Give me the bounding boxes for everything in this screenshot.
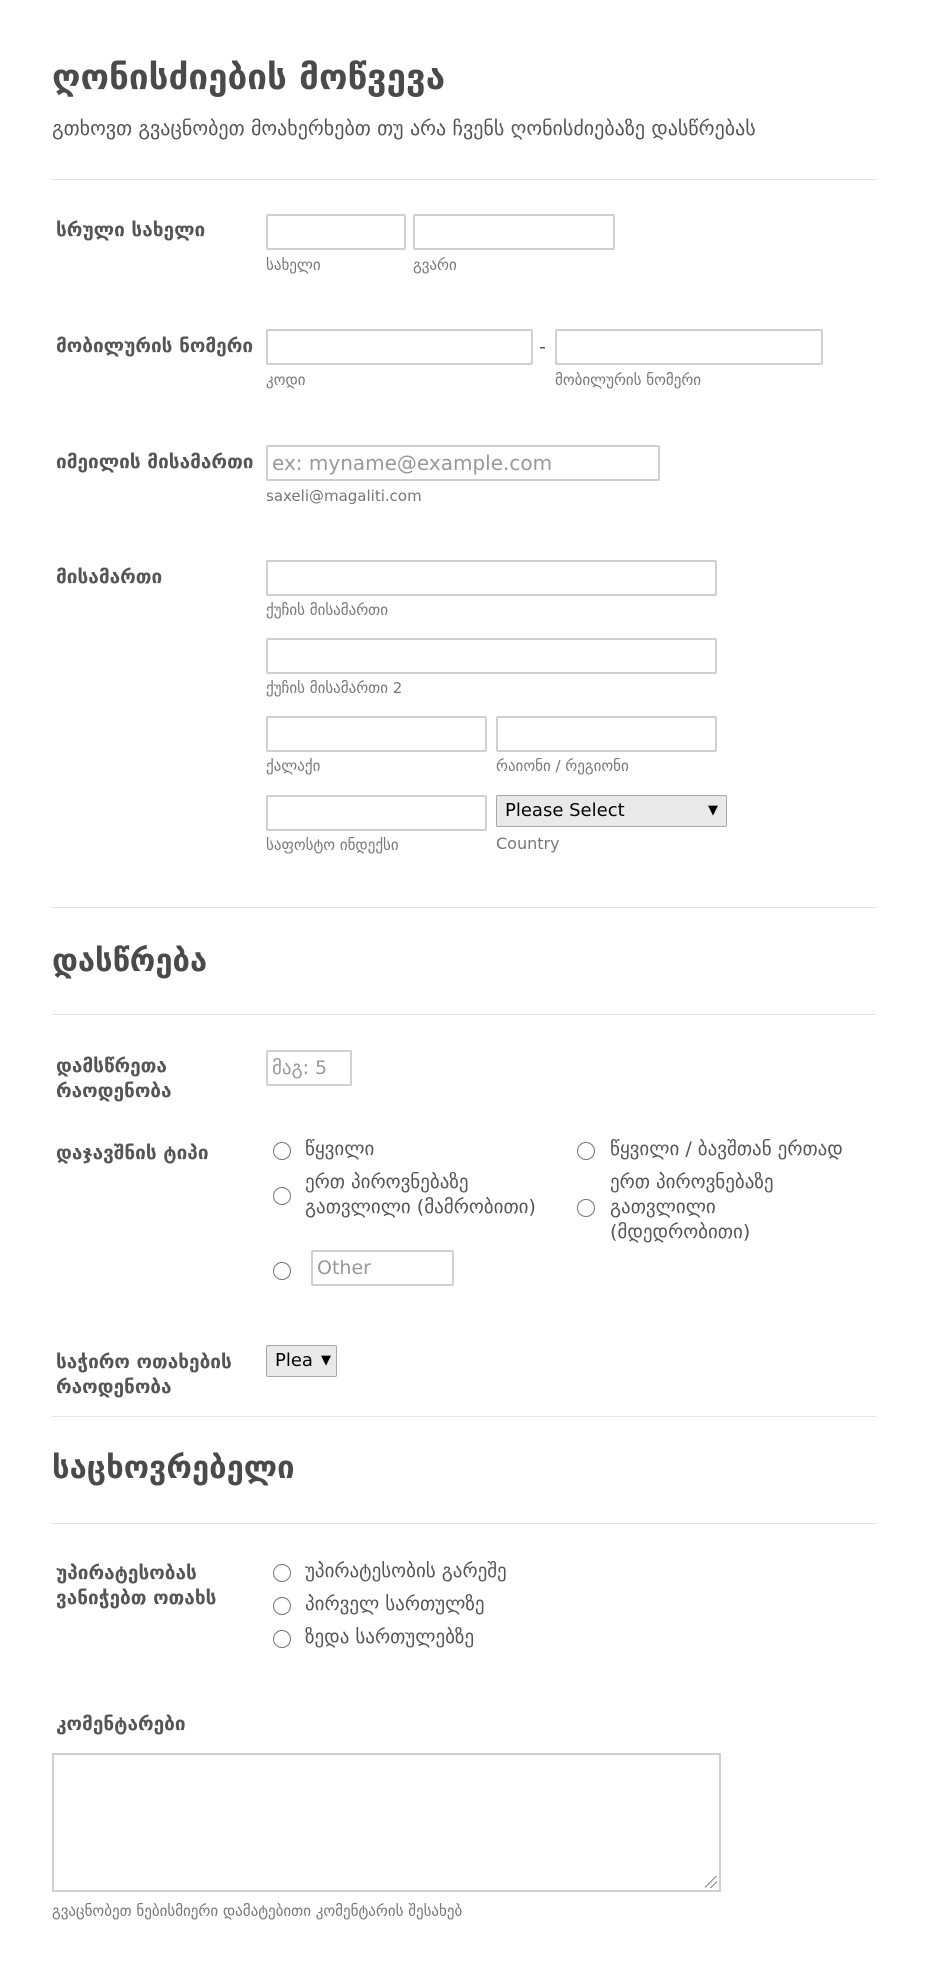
room-preference-radio-none[interactable]	[273, 1564, 291, 1582]
chevron-down-icon: ▼	[708, 803, 718, 818]
city-sublabel: ქალაქი	[266, 757, 321, 775]
address-label: მისამართი	[56, 566, 163, 588]
booking-type-option-couple-child: წყვილი / ბავშთან ერთად	[610, 1138, 843, 1160]
phone-separator: -	[539, 336, 546, 358]
room-preference-option-none: უპირატესობის გარეშე	[305, 1560, 507, 1582]
room-preference-option-upper-floors: ზედა სართულებზე	[305, 1626, 475, 1648]
street-address-input[interactable]	[266, 560, 717, 596]
booking-type-radio-couple[interactable]	[273, 1142, 291, 1160]
booking-type-radio-couple-child[interactable]	[577, 1142, 595, 1160]
phone-label: მობილურის ნომერი	[56, 335, 254, 357]
divider	[52, 179, 876, 180]
divider	[52, 1523, 876, 1524]
booking-type-other-input[interactable]	[311, 1250, 454, 1286]
full-name-label: სრული სახელი	[56, 219, 206, 241]
postal-code-sublabel: საფოსტო ინდექსი	[266, 836, 399, 854]
last-name-sublabel: გვარი	[413, 256, 457, 274]
rooms-count-value: Plea	[275, 1350, 313, 1371]
comments-textarea[interactable]	[52, 1753, 721, 1892]
booking-type-radio-other[interactable]	[273, 1262, 291, 1280]
guest-count-placeholder: მაგ: 5	[272, 1057, 328, 1079]
first-name-sublabel: სახელი	[266, 256, 321, 274]
booking-type-radio-single-female[interactable]	[577, 1199, 595, 1217]
booking-type-radio-single-male[interactable]	[273, 1187, 291, 1205]
booking-type-option-single-female: ერთ პიროვნებაზე გათვლილი (მდედრობითი)	[610, 1171, 774, 1243]
phone-number-sublabel: მობილურის ნომერი	[555, 371, 702, 389]
country-sublabel: Country	[496, 834, 560, 853]
accommodation-heading: საცხოვრებელი	[52, 1450, 295, 1486]
street-address-2-sublabel: ქუჩის მისამართი 2	[266, 679, 403, 697]
country-select-value: Please Select	[505, 800, 625, 821]
room-preference-option-first-floor: პირველ სართულზე	[305, 1593, 485, 1615]
page-subtitle: გთხოვთ გვაცნობეთ მოახერხებთ თუ არა ჩვენს ღონისძიებაზე დასწრებას	[52, 116, 756, 140]
room-preference-radio-upper-floors[interactable]	[273, 1630, 291, 1648]
room-preference-label: უპირატესობას ვანიჭებთ ოთახს	[56, 1562, 217, 1609]
email-sublabel: saxeli@magaliti.com	[266, 487, 422, 505]
street-address-sublabel: ქუჩის მისამართი	[266, 601, 388, 619]
postal-code-input[interactable]	[266, 795, 487, 831]
room-preference-radio-first-floor[interactable]	[273, 1597, 291, 1615]
comments-sublabel: გვაცნობეთ ნებისმიერი დამატებითი კომენტარის შესახებ	[52, 1902, 463, 1920]
phone-code-sublabel: კოდი	[266, 371, 306, 389]
phone-number-input[interactable]	[555, 329, 823, 365]
page-title: ღონისძიების მოწვევა	[52, 58, 446, 98]
comments-label: კომენტარები	[56, 1713, 186, 1735]
booking-type-label: დაჯავშნის ტიპი	[56, 1142, 209, 1164]
last-name-input[interactable]	[413, 214, 615, 250]
attendance-heading: დასწრება	[52, 943, 208, 979]
rooms-count-select[interactable]	[266, 1345, 337, 1377]
email-input[interactable]	[266, 445, 660, 481]
guest-count-input[interactable]	[266, 1050, 352, 1086]
first-name-input[interactable]	[266, 214, 406, 250]
street-address-2-input[interactable]	[266, 638, 717, 674]
booking-type-option-couple: წყვილი	[305, 1138, 375, 1160]
divider	[52, 1014, 876, 1015]
chevron-down-icon: ▼	[321, 1353, 331, 1368]
region-sublabel: რაიონი / რეგიონი	[496, 757, 629, 775]
rooms-count-label: საჭირო ოთახების რაოდენობა	[56, 1351, 232, 1398]
booking-type-option-single-male: ერთ პიროვნებაზე გათვლილი (მამრობითი)	[305, 1171, 536, 1218]
region-input[interactable]	[496, 716, 717, 752]
divider	[52, 1416, 876, 1417]
other-placeholder: Other	[317, 1257, 371, 1279]
divider	[52, 907, 876, 908]
email-placeholder: ex: myname@example.com	[272, 451, 553, 475]
country-select[interactable]	[496, 795, 727, 827]
guest-count-label: დამსწრეთა რაოდენობა	[56, 1055, 172, 1102]
city-input[interactable]	[266, 716, 487, 752]
resize-handle-icon[interactable]	[705, 1876, 717, 1888]
email-label: იმეილის მისამართი	[56, 451, 254, 473]
phone-code-input[interactable]	[266, 329, 533, 365]
